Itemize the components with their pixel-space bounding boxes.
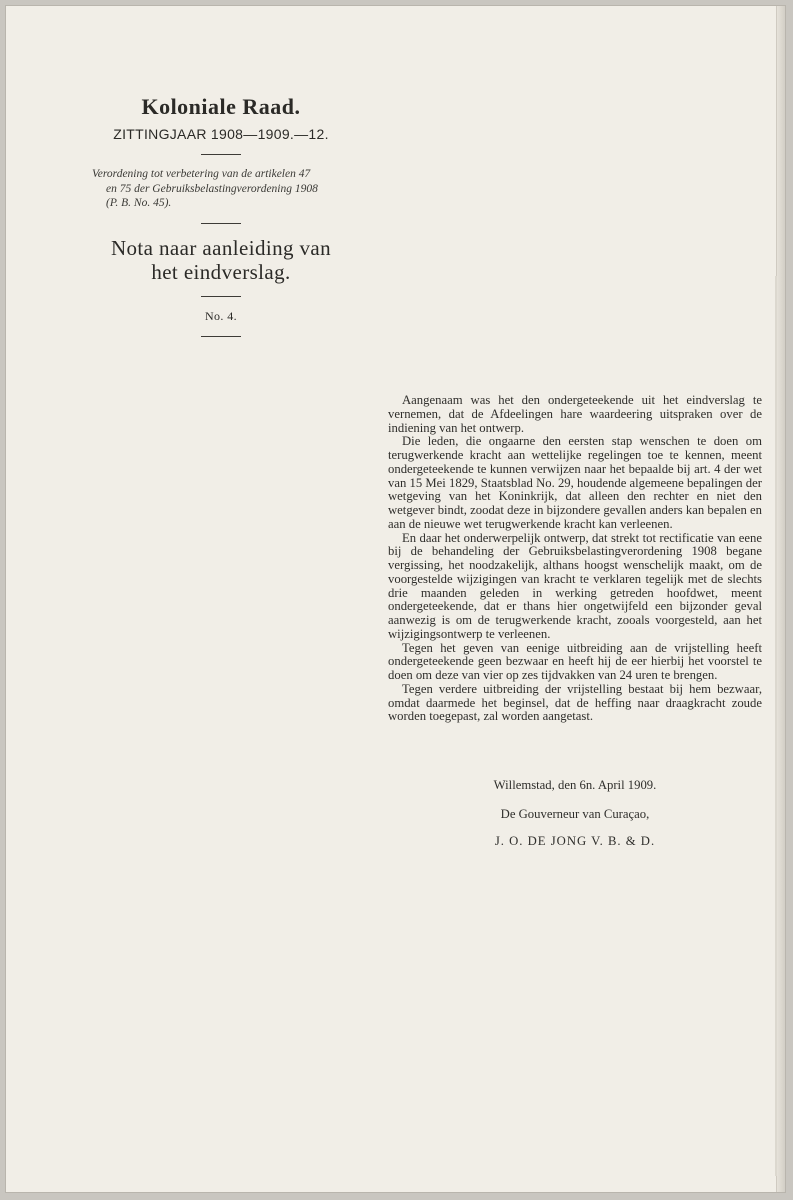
divider	[201, 296, 241, 297]
page-edge	[776, 6, 785, 1192]
document-page	[6, 6, 785, 1192]
subject-line: Verordening tot verbetering van de artikelen 47	[92, 168, 311, 180]
signatory-office: De Gouverneur van Curaçao,	[500, 807, 650, 821]
divider	[201, 336, 241, 337]
subject-line: en 75 der Gebruiksbelastingverordening 1908	[106, 182, 318, 195]
paragraph: Tegen het geven van eenige uitbreiding aan de vrijstelling heeft ondergeteekende geen bezwaar en heeft hij de eer hierbij het voorstel te doen om deze van vier op zes tijdvakken van 24 uren te brengen.	[388, 640, 762, 682]
council-title: Koloniale Raad.	[141, 94, 301, 119]
document-number: No. 4.	[204, 308, 238, 323]
memo-body	[388, 394, 762, 724]
paragraph: Die leden, die ongaarne den eersten stap wenschen te doen om terugwerkende kracht aan wettelijke regelingen toe te kennen, meent ondergeteekende te kunnen verwijzen naar het bepaalde bij art. 4 der wet van 15 Mei 1829, Staatsblad No. 29, houdende algemeene bepalingen der wetgeving van het Koninkrijk, dat alleen den rechter en niet den wetgever bindt, zoodat deze in bijzondere gevallen anders kan bepalen en aan de nieuwe wet terugwerkende kracht kan verleenen.	[388, 434, 762, 531]
divider	[201, 154, 241, 155]
subject-line: (P. B. No. 45).	[106, 197, 172, 209]
subject-text	[86, 167, 356, 211]
paragraph: Aangenaam was het den ondergeteekende uit het eindverslag te vernemen, dat de Afdeelingen hare waardeering uitspraken over de indiening van het ontwerp.	[388, 393, 762, 435]
paragraph: Tegen verdere uitbreiding der vrijstelling bestaat bij hem bezwaar, omdat daarmede het beginsel, dat de heffing naar draagkracht zoude worden toegepast, zal worden aangetast.	[388, 681, 762, 724]
signatory-name: J. O. DE JONG V. B. & D.	[494, 834, 656, 848]
session-year: ZITTINGJAAR 1908—1909.—12.	[113, 126, 329, 142]
paragraph: En daar het onderwerpelijk ontwerp, dat strekt tot rectificatie van eene bij de behandeling der Gebruiksbelastingverordening 1908 begane vergissing, het noodzakelijk, althans hoogst wenschelijk maakt, om de voorgestelde wijzigingen van kracht te verklaren tegelijk met de slechts drie maanden geleden in werking getreden hoofdwet, meent ondergeteekende, dat er thans hier ongetwijfeld een bijzonder geval aanwezig is om de terugwerkende kracht, zooals voorgesteld, aan het wijzigingsontwerp te verleenen.	[388, 530, 762, 641]
binding-strip	[775, 276, 777, 1176]
divider	[201, 223, 241, 224]
heading-line: Nota naar aanleiding van	[110, 235, 332, 260]
document-header	[86, 94, 356, 349]
heading-line: het eindverslag.	[151, 259, 291, 284]
place-date: Willemstad, den 6n. April 1909.	[493, 778, 657, 792]
document-heading	[86, 236, 356, 284]
